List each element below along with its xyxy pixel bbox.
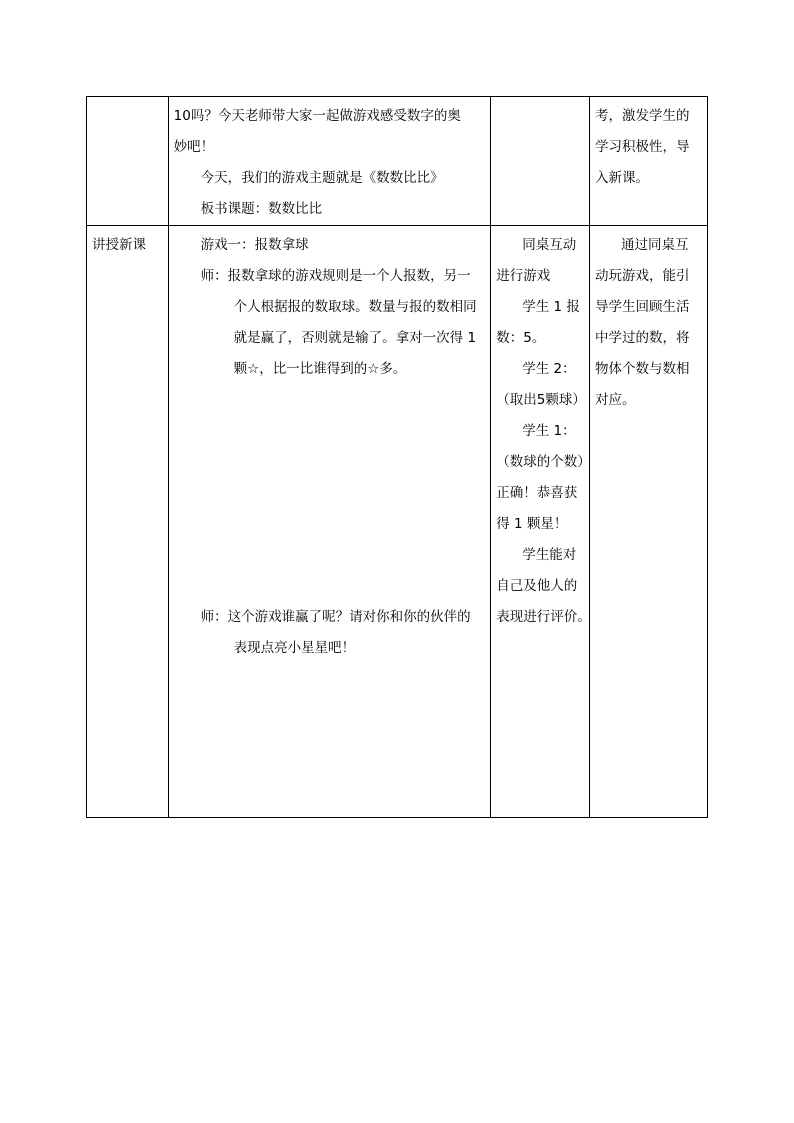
text-line: 学生 2： xyxy=(522,361,576,377)
text-line: （数球的个数） xyxy=(496,454,591,470)
text-line: 师：报数拿球的游戏规则是一个人报数，另一 xyxy=(200,268,471,284)
table-row xyxy=(87,226,708,818)
text-line: 自己及他人的 xyxy=(496,578,578,594)
text-line: 妙吧！ xyxy=(173,139,215,155)
teacher-activity-cell xyxy=(168,226,491,818)
text-line: 中学过的数，将 xyxy=(595,330,690,346)
text-line: （取出5颗球） xyxy=(496,392,586,408)
design-intent-cell xyxy=(590,226,708,818)
text-line: 正确！恭喜获 xyxy=(496,485,578,501)
stage-label-cell xyxy=(87,226,169,818)
text-line: 入新课。 xyxy=(595,170,650,186)
text-line: 学生 1 报 xyxy=(522,299,580,315)
text-line: 数：5。 xyxy=(496,330,546,346)
text-line: 学生能对 xyxy=(522,547,577,563)
text-line: 表现进行评价。 xyxy=(496,609,591,625)
text-line: 物体个数与数相 xyxy=(595,361,690,377)
student-activity-cell xyxy=(491,97,590,226)
text-line: 动玩游戏，能引 xyxy=(595,268,690,284)
text-line: 学生 1： xyxy=(522,423,576,439)
text-line: 同桌互动 xyxy=(522,237,577,253)
teacher-activity-cell xyxy=(168,97,491,226)
text-line: 板书课题：数数比比 xyxy=(200,201,323,217)
table-row xyxy=(87,97,708,226)
stage-label-cell xyxy=(87,97,169,226)
stage-label: 讲授新课 xyxy=(92,237,146,253)
text-line: 就是赢了，否则就是输了。拿对一次得 1 xyxy=(233,330,477,346)
text-line: 师：这个游戏谁赢了呢？请对你和你的伙伴的 xyxy=(200,609,471,625)
text-line: 表现点亮小星星吧！ xyxy=(233,640,356,656)
text-line: 个人根据报的数取球。数量与报的数相同 xyxy=(233,299,477,315)
text-line: 颗☆，比一比谁得到的☆多。 xyxy=(233,361,407,377)
text-line: 考，激发学生的 xyxy=(595,108,690,124)
text-line: 今天，我们的游戏主题就是《数数比比》 xyxy=(200,170,444,186)
student-activity-cell xyxy=(491,226,590,818)
design-intent-cell xyxy=(590,97,708,226)
text-line: 对应。 xyxy=(595,392,636,408)
game-title: 游戏一：报数拿球 xyxy=(200,237,309,253)
text-line: 10吗？今天老师带大家一起做游戏感受数字的奥 xyxy=(173,108,461,124)
text-line: 得 1 颗星！ xyxy=(496,516,568,532)
text-line: 学习积极性，导 xyxy=(595,139,690,155)
text-line: 导学生回顾生活 xyxy=(595,299,690,315)
lesson-plan-table xyxy=(86,96,708,818)
text-line: 通过同桌互 xyxy=(621,237,689,253)
text-line: 进行游戏 xyxy=(496,268,551,284)
